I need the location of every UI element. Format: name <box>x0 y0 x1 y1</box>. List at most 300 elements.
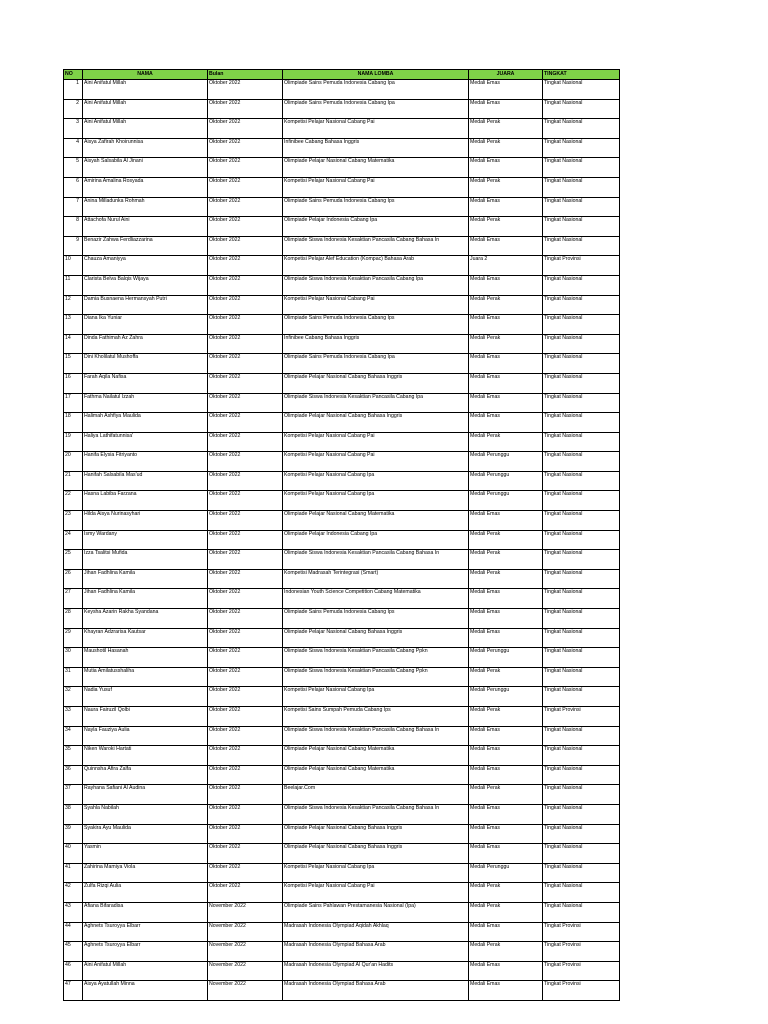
cell-nama-lomba: Kompetisi Pelajar Nasional Cabang Pai <box>283 432 469 452</box>
cell-juara: Medali Emas <box>469 961 543 981</box>
cell-bulan: Oktober 2022 <box>208 707 283 727</box>
cell-nama-lomba: Kompetisi Pelajar Nasional Cabang Pai <box>283 177 469 197</box>
cell-juara: Medali Emas <box>469 726 543 746</box>
cell-juara: Medali Emas <box>469 765 543 785</box>
cell-nama-lomba: Olimpiade Sains Pemuda Indonesia Cabang Ipa <box>283 99 469 119</box>
cell-juara: Medali Emas <box>469 824 543 844</box>
table-row <box>64 746 620 766</box>
table-row <box>64 334 620 354</box>
cell-nama-lomba: Olimpiade Siswa Indonesia Kesaktian Pancasila Cabang Bahasa In <box>283 236 469 256</box>
cell-juara: Medali Perak <box>469 295 543 315</box>
cell-tingkat: Tingkat Nasional <box>543 785 620 805</box>
cell-no: 47 <box>64 981 83 1001</box>
table-row <box>64 883 620 903</box>
cell-nama: Aini Anifatul Millah <box>83 961 208 981</box>
cell-nama: Attachofa Nurul Aini <box>83 217 208 237</box>
cell-tingkat: Tingkat Provinsi <box>543 961 620 981</box>
cell-juara: Medali Perak <box>469 785 543 805</box>
cell-no: 35 <box>64 746 83 766</box>
cell-bulan: Oktober 2022 <box>208 824 283 844</box>
cell-no: 37 <box>64 785 83 805</box>
cell-juara: Medali Perunggu <box>469 471 543 491</box>
cell-juara: Medali Perak <box>469 177 543 197</box>
header-juara: JUARA <box>469 70 543 80</box>
header-nama: NAMA <box>83 70 208 80</box>
cell-no: 16 <box>64 373 83 393</box>
cell-nama-lomba: Olimpiade Sains Pahlawan Prestamanesia Nasional (Ipa) <box>283 902 469 922</box>
table-row <box>64 902 620 922</box>
cell-no: 9 <box>64 236 83 256</box>
cell-nama: Ismy Wardany <box>83 530 208 550</box>
cell-nama: Maushotil Hasanah <box>83 648 208 668</box>
cell-nama: Hilda Aisya Nurinasyhari <box>83 511 208 531</box>
cell-no: 21 <box>64 471 83 491</box>
cell-nama: Dinda Fathimah Az Zahra <box>83 334 208 354</box>
cell-juara: Medali Perak <box>469 550 543 570</box>
cell-tingkat: Tingkat Nasional <box>543 158 620 178</box>
cell-bulan: Oktober 2022 <box>208 491 283 511</box>
cell-juara: Medali Perunggu <box>469 863 543 883</box>
cell-no: 39 <box>64 824 83 844</box>
cell-tingkat: Tingkat Nasional <box>543 413 620 433</box>
cell-nama: Damia Busnaena Hermansyah Putri <box>83 295 208 315</box>
cell-juara: Medali Emas <box>469 981 543 1001</box>
cell-tingkat: Tingkat Nasional <box>543 550 620 570</box>
cell-nama: Rayhana Safiani Al Audina <box>83 785 208 805</box>
cell-nama: Niken Waroki Hartati <box>83 746 208 766</box>
table-row <box>64 511 620 531</box>
table-row <box>64 863 620 883</box>
cell-bulan: Oktober 2022 <box>208 177 283 197</box>
cell-bulan: Oktober 2022 <box>208 413 283 433</box>
table-row <box>64 138 620 158</box>
cell-nama-lomba: Olimpiade Siswa Indonesia Kesaktian Pancasila Cabang Bahasa In <box>283 726 469 746</box>
cell-nama-lomba: Olimpiade Pelajar Nasional Cabang Bahasa Inggris <box>283 844 469 864</box>
cell-juara: Medali Emas <box>469 609 543 629</box>
cell-tingkat: Tingkat Nasional <box>543 80 620 100</box>
cell-bulan: Oktober 2022 <box>208 393 283 413</box>
cell-nama: Quinnsha Afira Zalfa <box>83 765 208 785</box>
cell-tingkat: Tingkat Nasional <box>543 648 620 668</box>
cell-no: 32 <box>64 687 83 707</box>
cell-no: 40 <box>64 844 83 864</box>
cell-juara: Medali Emas <box>469 413 543 433</box>
cell-nama: Aghnets Tsuroyya Elbarr <box>83 922 208 942</box>
cell-nama-lomba: Kompetisi Sains Sumpah Pemuda Cabang Ips <box>283 707 469 727</box>
cell-bulan: Oktober 2022 <box>208 511 283 531</box>
cell-no: 36 <box>64 765 83 785</box>
cell-bulan: November 2022 <box>208 922 283 942</box>
cell-no: 41 <box>64 863 83 883</box>
cell-nama-lomba: Olimpiade Sains Pemuda Indonesia Cabang Ipa <box>283 80 469 100</box>
cell-tingkat: Tingkat Nasional <box>543 824 620 844</box>
cell-tingkat: Tingkat Nasional <box>543 373 620 393</box>
cell-tingkat: Tingkat Nasional <box>543 863 620 883</box>
table-row <box>64 413 620 433</box>
cell-nama-lomba: Madrasah Indonesia Olympiad Bahasa Arab <box>283 942 469 962</box>
cell-bulan: Oktober 2022 <box>208 158 283 178</box>
table-row <box>64 295 620 315</box>
cell-bulan: Oktober 2022 <box>208 569 283 589</box>
cell-nama-lomba: Beelajar.Com <box>283 785 469 805</box>
cell-bulan: Oktober 2022 <box>208 648 283 668</box>
cell-no: 3 <box>64 119 83 139</box>
cell-bulan: Oktober 2022 <box>208 256 283 276</box>
cell-tingkat: Tingkat Nasional <box>543 667 620 687</box>
cell-juara: Juara 2 <box>469 256 543 276</box>
cell-nama-lomba: Olimpiade Pelajar Nasional Cabang Bahasa Inggris <box>283 628 469 648</box>
cell-juara: Medali Perak <box>469 217 543 237</box>
cell-juara: Medali Perak <box>469 138 543 158</box>
cell-tingkat: Tingkat Nasional <box>543 334 620 354</box>
cell-juara: Medali Perak <box>469 530 543 550</box>
cell-bulan: November 2022 <box>208 961 283 981</box>
table-row <box>64 609 620 629</box>
table-row <box>64 961 620 981</box>
cell-juara: Medali Emas <box>469 628 543 648</box>
cell-no: 1 <box>64 80 83 100</box>
cell-no: 27 <box>64 589 83 609</box>
cell-tingkat: Tingkat Nasional <box>543 589 620 609</box>
cell-no: 25 <box>64 550 83 570</box>
cell-bulan: Oktober 2022 <box>208 354 283 374</box>
cell-bulan: Oktober 2022 <box>208 863 283 883</box>
cell-nama-lomba: Infinibee Cabang Bahasa Inggris <box>283 138 469 158</box>
cell-tingkat: Tingkat Nasional <box>543 883 620 903</box>
cell-tingkat: Tingkat Nasional <box>543 844 620 864</box>
cell-nama-lomba: Olimpiade Siswa Indonesia Kesaktian Pancasila Cabang Ipa <box>283 393 469 413</box>
cell-nama: Diana Ika Yuniar <box>83 315 208 335</box>
cell-tingkat: Tingkat Nasional <box>543 393 620 413</box>
cell-nama: Izza Tsalitsi Mufida <box>83 550 208 570</box>
cell-nama: Hanifa Elysia Fitriyanto <box>83 452 208 472</box>
cell-nama: Aisyah Salsabila Al Jinani <box>83 158 208 178</box>
cell-no: 4 <box>64 138 83 158</box>
cell-tingkat: Tingkat Nasional <box>543 471 620 491</box>
cell-tingkat: Tingkat Nasional <box>543 217 620 237</box>
cell-nama-lomba: Olimpiade Pelajar Nasional Cabang Matematika <box>283 746 469 766</box>
cell-tingkat: Tingkat Nasional <box>543 177 620 197</box>
cell-juara: Medali Emas <box>469 236 543 256</box>
cell-juara: Medali Perunggu <box>469 687 543 707</box>
cell-juara: Medali Emas <box>469 804 543 824</box>
cell-nama: Jihan Fadhlina Kamila <box>83 569 208 589</box>
table-row <box>64 275 620 295</box>
cell-nama-lomba: Olimpiade Siswa Indonesia Kesaktian Pancasila Cabang Bahasa In <box>283 550 469 570</box>
cell-nama-lomba: Olimpiade Siswa Indonesia Kesaktian Pancasila Cabang Ppkn <box>283 667 469 687</box>
achievement-table <box>63 69 620 1001</box>
cell-juara: Medali Perunggu <box>469 491 543 511</box>
cell-tingkat: Tingkat Nasional <box>543 765 620 785</box>
cell-tingkat: Tingkat Nasional <box>543 902 620 922</box>
cell-nama: Anina Milladunka Rohmah <box>83 197 208 217</box>
table-row <box>64 628 620 648</box>
cell-juara: Medali Emas <box>469 354 543 374</box>
cell-juara: Medali Emas <box>469 197 543 217</box>
cell-nama: Nadia Yusuf <box>83 687 208 707</box>
table-row <box>64 452 620 472</box>
cell-nama-lomba: Olimpiade Pelajar Nasional Cabang Bahasa Inggris <box>283 824 469 844</box>
cell-no: 17 <box>64 393 83 413</box>
table-row <box>64 256 620 276</box>
cell-bulan: Oktober 2022 <box>208 844 283 864</box>
cell-no: 38 <box>64 804 83 824</box>
table-row <box>64 158 620 178</box>
cell-bulan: Oktober 2022 <box>208 804 283 824</box>
cell-nama-lomba: Olimpiade Sains Pemuda Indonesia Cabang Ipa <box>283 354 469 374</box>
table-row <box>64 726 620 746</box>
table-row <box>64 844 620 864</box>
cell-no: 43 <box>64 902 83 922</box>
cell-tingkat: Tingkat Provinsi <box>543 922 620 942</box>
cell-bulan: Oktober 2022 <box>208 315 283 335</box>
cell-no: 46 <box>64 961 83 981</box>
cell-tingkat: Tingkat Nasional <box>543 609 620 629</box>
cell-nama: Zulfa Rizqi Aulia <box>83 883 208 903</box>
cell-tingkat: Tingkat Nasional <box>543 197 620 217</box>
table-row <box>64 119 620 139</box>
cell-nama-lomba: Olimpiade Pelajar Nasional Cabang Bahasa Inggris <box>283 413 469 433</box>
cell-nama: Aini Anifatul Millah <box>83 80 208 100</box>
cell-no: 29 <box>64 628 83 648</box>
cell-nama-lomba: Kompetisi Madrasah Terintegrasi (Smart) <box>283 569 469 589</box>
cell-juara: Medali Emas <box>469 922 543 942</box>
table-row <box>64 99 620 119</box>
cell-bulan: Oktober 2022 <box>208 99 283 119</box>
cell-no: 15 <box>64 354 83 374</box>
cell-nama: Chauza Amaniyya <box>83 256 208 276</box>
cell-no: 14 <box>64 334 83 354</box>
cell-bulan: Oktober 2022 <box>208 373 283 393</box>
cell-nama-lomba: Kompetisi Pelajar Nasional Cabang Ipa <box>283 863 469 883</box>
cell-no: 22 <box>64 491 83 511</box>
cell-nama-lomba: Olimpiade Sains Pemuda Indonesia Cabang Ips <box>283 609 469 629</box>
cell-nama-lomba: Madrasah Indonesia Olympiad Al Qur'an Hadits <box>283 961 469 981</box>
cell-bulan: Oktober 2022 <box>208 119 283 139</box>
cell-nama: Aini Anifatul Millah <box>83 99 208 119</box>
table-row <box>64 315 620 335</box>
cell-nama: Syakira Ayu Maulida <box>83 824 208 844</box>
cell-nama: Hanifah Salsabila Mas'ud <box>83 471 208 491</box>
cell-nama-lomba: Olimpiade Pelajar Nasional Cabang Matematika <box>283 511 469 531</box>
cell-nama: Syahla Nabilah <box>83 804 208 824</box>
cell-tingkat: Tingkat Provinsi <box>543 981 620 1001</box>
table-row <box>64 197 620 217</box>
table-row <box>64 236 620 256</box>
table-row <box>64 589 620 609</box>
cell-juara: Medali Emas <box>469 99 543 119</box>
cell-nama-lomba: Olimpiade Siswa Indonesia Kesaktian Pancasila Cabang Bahasa In <box>283 804 469 824</box>
cell-tingkat: Tingkat Nasional <box>543 511 620 531</box>
cell-no: 2 <box>64 99 83 119</box>
cell-nama-lomba: Olimpiade Sains Pemuda Indonesia Cabang Ips <box>283 315 469 335</box>
table-row <box>64 765 620 785</box>
cell-juara: Medali Perak <box>469 119 543 139</box>
cell-no: 44 <box>64 922 83 942</box>
cell-no: 8 <box>64 217 83 237</box>
cell-nama-lomba: Kompetisi Pelajar Nasional Cabang Pai <box>283 119 469 139</box>
cell-nama: Jihan Fadhlina Kamila <box>83 589 208 609</box>
cell-bulan: Oktober 2022 <box>208 138 283 158</box>
cell-bulan: Oktober 2022 <box>208 275 283 295</box>
cell-tingkat: Tingkat Nasional <box>543 530 620 550</box>
cell-no: 11 <box>64 275 83 295</box>
table-row <box>64 491 620 511</box>
cell-nama: Keysha Azarin Rakha Syandana <box>83 609 208 629</box>
cell-tingkat: Tingkat Nasional <box>543 687 620 707</box>
cell-bulan: Oktober 2022 <box>208 550 283 570</box>
cell-nama: Hasna Labiba Farzana <box>83 491 208 511</box>
table-row <box>64 942 620 962</box>
cell-no: 12 <box>64 295 83 315</box>
cell-bulan: Oktober 2022 <box>208 432 283 452</box>
header-row <box>64 70 620 80</box>
cell-no: 23 <box>64 511 83 531</box>
table-row <box>64 550 620 570</box>
cell-bulan: Oktober 2022 <box>208 217 283 237</box>
cell-bulan: Oktober 2022 <box>208 452 283 472</box>
cell-no: 30 <box>64 648 83 668</box>
table-row <box>64 471 620 491</box>
cell-no: 31 <box>64 667 83 687</box>
cell-nama: Afiana Bifaradisa <box>83 902 208 922</box>
cell-bulan: Oktober 2022 <box>208 80 283 100</box>
cell-juara: Medali Emas <box>469 315 543 335</box>
cell-tingkat: Tingkat Nasional <box>543 275 620 295</box>
cell-juara: Medali Perak <box>469 667 543 687</box>
cell-nama: Halimah Ashfiya Maulida <box>83 413 208 433</box>
cell-no: 33 <box>64 707 83 727</box>
cell-nama: Aini Anifatul Millah <box>83 119 208 139</box>
cell-tingkat: Tingkat Provinsi <box>543 707 620 727</box>
cell-bulan: Oktober 2022 <box>208 609 283 629</box>
cell-juara: Medali Emas <box>469 511 543 531</box>
cell-tingkat: Tingkat Nasional <box>543 315 620 335</box>
table-row <box>64 393 620 413</box>
cell-nama-lomba: Kompetisi Pelajar Nasional Cabang Ipa <box>283 687 469 707</box>
cell-no: 13 <box>64 315 83 335</box>
cell-tingkat: Tingkat Nasional <box>543 726 620 746</box>
cell-juara: Medali Emas <box>469 589 543 609</box>
cell-nama-lomba: Madrasah Indonesia Olympiad Aqidah Akhlaq <box>283 922 469 942</box>
cell-nama-lomba: Kompetisi Pelajar Alef Education (Kompac) Bahasa Arab <box>283 256 469 276</box>
cell-tingkat: Tingkat Provinsi <box>543 256 620 276</box>
cell-tingkat: Tingkat Nasional <box>543 432 620 452</box>
cell-juara: Medali Perunggu <box>469 452 543 472</box>
cell-juara: Medali Perunggu <box>469 648 543 668</box>
cell-bulan: Oktober 2022 <box>208 295 283 315</box>
cell-nama-lomba: Kompetisi Pelajar Nasional Cabang Ipa <box>283 491 469 511</box>
cell-bulan: Oktober 2022 <box>208 197 283 217</box>
cell-tingkat: Tingkat Nasional <box>543 452 620 472</box>
cell-tingkat: Tingkat Nasional <box>543 99 620 119</box>
table-row <box>64 432 620 452</box>
table-row <box>64 373 620 393</box>
cell-tingkat: Tingkat Nasional <box>543 569 620 589</box>
header-no: NO <box>64 70 83 80</box>
cell-bulan: Oktober 2022 <box>208 530 283 550</box>
cell-no: 6 <box>64 177 83 197</box>
cell-no: 24 <box>64 530 83 550</box>
cell-nama-lomba: Kompetisi Pelajar Nasional Cabang Pai <box>283 452 469 472</box>
table-row <box>64 981 620 1001</box>
cell-bulan: Oktober 2022 <box>208 667 283 687</box>
cell-nama-lomba: Kompetisi Pelajar Nasional Cabang Pai <box>283 883 469 903</box>
cell-juara: Medali Perak <box>469 432 543 452</box>
cell-nama: Aghnets Tsuroyya Elbarr <box>83 942 208 962</box>
table-row <box>64 177 620 197</box>
cell-juara: Medali Emas <box>469 158 543 178</box>
cell-bulan: November 2022 <box>208 981 283 1001</box>
cell-no: 5 <box>64 158 83 178</box>
cell-nama-lomba: Olimpiade Pelajar Nasional Cabang Bahasa Inggris <box>283 373 469 393</box>
table-row <box>64 824 620 844</box>
cell-juara: Medali Emas <box>469 393 543 413</box>
table-row <box>64 569 620 589</box>
cell-juara: Medali Perak <box>469 883 543 903</box>
cell-nama: Zahirina Mamiya Viola <box>83 863 208 883</box>
cell-nama: Farah Aqila Nafisa <box>83 373 208 393</box>
cell-tingkat: Tingkat Nasional <box>543 354 620 374</box>
cell-juara: Medali Perak <box>469 569 543 589</box>
cell-tingkat: Tingkat Nasional <box>543 295 620 315</box>
cell-no: 28 <box>64 609 83 629</box>
cell-nama: Khayran Adzrarisa Kautsar <box>83 628 208 648</box>
cell-bulan: November 2022 <box>208 942 283 962</box>
table-row <box>64 667 620 687</box>
cell-nama-lomba: Olimpiade Pelajar Indonesia Cabang Ipa <box>283 530 469 550</box>
header-tingkat: TINGKAT <box>543 70 620 80</box>
cell-juara: Medali Emas <box>469 746 543 766</box>
cell-juara: Medali Perak <box>469 334 543 354</box>
table-row <box>64 922 620 942</box>
cell-tingkat: Tingkat Provinsi <box>543 942 620 962</box>
cell-no: 20 <box>64 452 83 472</box>
cell-nama-lomba: Olimpiade Siswa Indonesia Kesaktian Pancasila Cabang Ipa <box>283 275 469 295</box>
cell-nama: Aisya Zafirah Khoirunnisa <box>83 138 208 158</box>
cell-bulan: Oktober 2022 <box>208 746 283 766</box>
table-row <box>64 687 620 707</box>
cell-tingkat: Tingkat Nasional <box>543 804 620 824</box>
table-row <box>64 80 620 100</box>
cell-no: 45 <box>64 942 83 962</box>
cell-nama-lomba: Madrasah Indonesia Olympiad Bahasa Arab <box>283 981 469 1001</box>
cell-nama: Nayla Fauziya Aulia <box>83 726 208 746</box>
cell-juara: Medali Emas <box>469 80 543 100</box>
cell-nama-lomba: Kompetisi Pelajar Nasional Cabang Pai <box>283 295 469 315</box>
cell-nama-lomba: Indonesian Youth Science Competition Cabang Matematika <box>283 589 469 609</box>
cell-bulan: Oktober 2022 <box>208 883 283 903</box>
table-row <box>64 354 620 374</box>
cell-tingkat: Tingkat Nasional <box>543 628 620 648</box>
cell-juara: Medali Perak <box>469 942 543 962</box>
table-row <box>64 785 620 805</box>
table-row <box>64 707 620 727</box>
header-nama-lomba: NAMA LOMBA <box>283 70 469 80</box>
cell-bulan: Oktober 2022 <box>208 687 283 707</box>
cell-nama: Mutia Amilatusshaliha <box>83 667 208 687</box>
cell-tingkat: Tingkat Nasional <box>543 236 620 256</box>
cell-juara: Medali Perak <box>469 707 543 727</box>
cell-nama: Clarista Belva Balqis Wijaya <box>83 275 208 295</box>
cell-no: 7 <box>64 197 83 217</box>
cell-nama-lomba: Infinibee Cabang Bahasa Inggris <box>283 334 469 354</box>
cell-juara: Medali Emas <box>469 275 543 295</box>
cell-nama: Aisya Ayatullah Minna <box>83 981 208 1001</box>
cell-nama: Amirina Amalina Rosyada <box>83 177 208 197</box>
cell-tingkat: Tingkat Nasional <box>543 746 620 766</box>
cell-nama: Dini Kholilatul Mushoffa <box>83 354 208 374</box>
